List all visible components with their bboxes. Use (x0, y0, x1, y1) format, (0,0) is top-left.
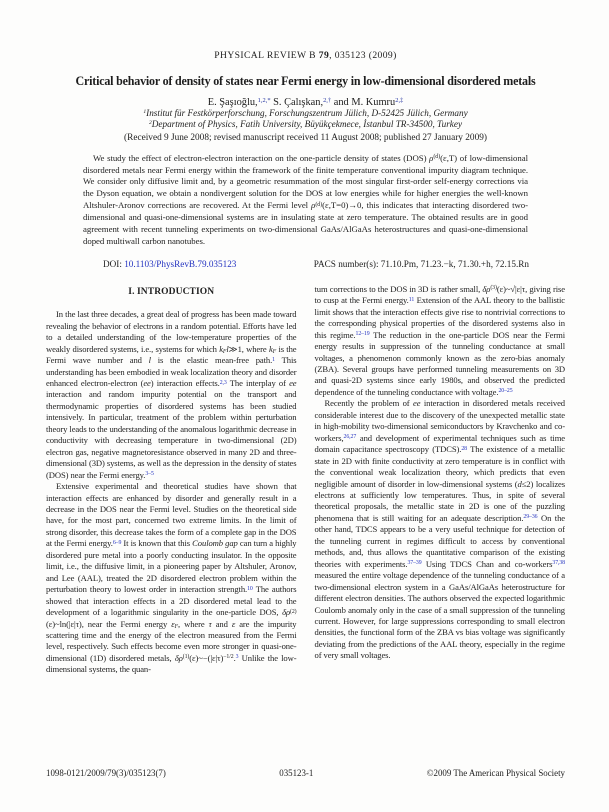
reference-link[interactable]: 2,3 (219, 379, 227, 386)
text-segment: (d) (315, 201, 323, 208)
text-segment: (2) (290, 608, 297, 615)
text-segment: ee (412, 398, 421, 409)
text-segment: can turn a highly disordered pure metal into a poorly conducting insulator. In the opposite limit, i.e., the diffusive limit, in a pioneering paper by Altshuler, Aronov, and Lee (AAL), treated the 2D disordered electron problem within the perturbation theory to lowest order in interaction strength. (46, 538, 297, 595)
text-segment: On the other hand, TDCS appears to be a very useful technique for detection of the tunneling current in regimes difficult to access by conventional methods, and, thus allows the quantitative comparison of the existing theories with experiments. (314, 512, 565, 569)
journal-header (46, 0, 565, 61)
text-segment: Recently the problem of (324, 398, 413, 409)
affiliation-marker: 2 (148, 120, 152, 127)
doi (103, 259, 236, 269)
text-segment: ) interaction effects. (150, 378, 220, 389)
reference-link[interactable]: 6–9 (112, 539, 122, 546)
text-segment: , 035123 (2009) (329, 50, 397, 61)
text-segment: (ε)~ln(|ε|τ), near the Fermi energy (46, 618, 172, 629)
text-segment: ee (289, 378, 297, 389)
text-segment: F (272, 348, 277, 355)
footer-copyright: ©2009 The American Physical Society (426, 768, 565, 778)
text-segment: We study the effect of electron-electron interaction on the one-particle density of states (DOS) (93, 152, 430, 163)
author-footnote-link[interactable]: 1,2,* (257, 97, 271, 105)
paragraph (46, 309, 297, 481)
author-line (46, 97, 565, 108)
text-segment: F (174, 623, 178, 630)
text-segment: Using TDCS Chan and co-workers (421, 558, 553, 569)
left-column (46, 284, 297, 728)
text-segment: F (222, 348, 227, 355)
text-segment: ≫1, where (228, 343, 269, 354)
text-segment: measured the entire voltage dependence of the tunneling conductance of a two-dimensional electron system in a GaAs/AlGaAs heterostructure for different electron densities. The authors observed the expected logarithmic Coulomb anomaly only in the case of a small suppression of the tunneling current. However, for large suppressions corresponding to small electron densities, the functional form of the ZBA vs bias voltage was significantly deviating from the predictions of the AAL theory, especially in the regime of very small voltages. (314, 570, 565, 661)
author-name: E. Şaşıoğlu, (207, 97, 258, 108)
doi-label: DOI: (103, 258, 122, 269)
abstract (83, 153, 528, 248)
affiliation-1 (46, 108, 565, 119)
text-segment: (d) (433, 154, 441, 161)
text-segment: δρ (282, 607, 290, 618)
text-segment: Unlike the low-dimensional systems, the quan- (46, 652, 297, 675)
reference-link[interactable]: 20–25 (498, 388, 513, 395)
text-segment: Extensive experimental and theoretical studies have shown that interaction effects are enhanced by disorder and generally result in a decrease in the DOS near the Fermi level. Studies on the theoretical side have, for the most part, concerned two extreme limits. In the limit of strong disorder, this decrease takes the form of a complete gap in the DOS at the Fermi energy. (46, 481, 297, 549)
text-segment: Coulomb gap (192, 538, 238, 549)
text-segment: This understanding has been embodied in weak localization theory and disorder enhanced electron-electron ( (46, 355, 297, 389)
text-segment: (3) (490, 285, 497, 292)
author-name: and M. Kumru (333, 97, 396, 108)
text-segment: , where (178, 618, 209, 629)
received-line: (Received 9 June 2008; revised manuscript received 11 August 2008; published 27 January 2009) (124, 132, 487, 143)
author (273, 97, 331, 108)
text-segment: τ (208, 618, 212, 629)
paper-title: Critical behavior of density of states near Fermi energy in low-dimensional disordered metals (75, 74, 536, 88)
affiliation-text: Institut für Festkörperforschung, Forschungszentrum Jülich, D-52425 Jülich, Germany (146, 108, 468, 118)
reference-link[interactable]: 3 (235, 654, 239, 661)
paragraph (46, 481, 297, 676)
text-segment: The authors showed that interaction effects in a 2D disordered metal lead to the development of a logarithmic singularity in the one-particle DOS, (46, 584, 297, 618)
author (334, 97, 404, 108)
text-segment: d (517, 478, 522, 489)
reference-link[interactable]: 1 (272, 356, 275, 363)
text-segment: are the impurity scattering time and the energy of the electron measured from the Fermi level, respectively. Such effects become even more stronger in quasi-one-dimensional (1D) disordered metals, (46, 618, 297, 663)
text-segment: interaction in disordered metals received considerable interest due to the discovery of the unexpected metallic state in high-mobility two-dimensional semiconductors by Kravchenko and co-workers, (314, 398, 565, 443)
text-segment: l (148, 355, 151, 366)
paragraph (315, 398, 566, 661)
text-segment: The reduction in the one-particle DOS near the Fermi energy results in suppression of the tunneling conductance at small voltages, a phenomenon commonly known as the zero-bias anomaly (ZBA). Several groups have performed tunneling measurements on 3D and quasi-2D systems since early 1980s, and observed the predicted dependence of the tunneling conductance with voltage. (314, 329, 565, 397)
text-segment: tum corrections to the DOS in 3D is rather small, (314, 283, 483, 294)
text-segment: interaction and random impurity potential on the transport and thermodynamic properties of disordered systems has been studied intensively. In particular, treatment of the problem within perturbation theory leads to the understanding of the anomalous logarithmic decrease in conductivity with decreasing temperature in two-dimensional (2D) electron gas, negative magnetoresistance observed in many 2D and three-dimensional (3D) systems, as well as the depression in the density of states (DOS) near the Fermi energy. (46, 389, 297, 480)
text-segment: (ε)~√|ε|τ, giving rise to cusp at the Fermi energy. (314, 283, 565, 306)
text-segment: ρ (429, 152, 434, 163)
author-footnote-link[interactable]: 2,‡ (395, 97, 404, 105)
paragraph (315, 284, 566, 399)
right-column (315, 284, 566, 728)
text-segment: (ε,T=0)→0, this indicates that interacting disordered two-dimensional and quasi-one-dimensional systems are in insulating state at zero temperature. The obtained results are in good agreement with recent tunneling experiments on two-dimensional GaAs/AlGaAs heterostructures and quasi-one-dimensional doped multiwall carbon nanotubes. (83, 200, 529, 246)
text-segment: −1/2 (223, 654, 234, 661)
reference-link[interactable]: 3–5 (145, 471, 154, 478)
text-segment: and development of experimental techniques such as time domain capacitance spectroscopy (TDCS). (314, 432, 565, 455)
footer-issn-code: 1098-0121/2009/79(3)/035123(7) (46, 768, 166, 778)
author (208, 97, 271, 108)
text-segment: is the elastic mean-free path. (150, 355, 273, 366)
reference-link[interactable]: 37–39 (407, 560, 422, 567)
text-segment: . (233, 652, 236, 663)
text-segment: δρ (482, 283, 491, 294)
text-segment: ≤2) localizes electrons at sufficiently low temperatures. Thus, in spite of several theoretical proposals, the metallic state in 2D is one of the puzzling phenomena that is still waiting for an adequate description. (314, 478, 565, 523)
reference-link[interactable]: 11 (408, 296, 415, 303)
page-footer (46, 768, 565, 778)
text-segment: k (219, 343, 223, 354)
affiliation-marker: 1 (143, 109, 147, 116)
text-segment: ε (231, 618, 236, 629)
text-segment: In the last three decades, a great deal of progress has been made toward revealing the behavior of electrons in a random potential. Efforts have led to a detailed understanding of the low-temperature properties of the weakly disordered systems, i.e., systems for which (46, 309, 297, 354)
text-segment: k (268, 343, 273, 354)
text-segment: (ε)~−(|ε|τ) (189, 652, 224, 663)
text-segment: Extension of the AAL theory to the ballistic limit shows that the interaction effects give rise to nontrivial corrections to the corresponding physical properties of the disordered systems also in this regime. (314, 295, 565, 340)
text-segment: δρ (174, 652, 183, 663)
text-segment: l (226, 343, 229, 354)
reference-link[interactable]: 28 (461, 445, 467, 452)
doi-pacs-line (103, 259, 529, 269)
body-columns (46, 284, 565, 728)
pacs-numbers: PACS number(s): 71.10.Pm, 71.23.−k, 71.30.+h, 72.15.Rn (313, 258, 529, 269)
doi-link[interactable]: 10.1103/PhysRevB.79.035123 (124, 258, 237, 269)
text-segment: The existence of a metallic state in 2D with finite conductivity at zero temperature is in conflict with the conventional weak localization theory, which predicts that even negligible amount of disorder in low-dimensional systems ( (314, 444, 565, 489)
affiliation-2 (46, 119, 565, 130)
text-segment: is the Fermi wave number and (46, 343, 297, 366)
text-segment: PHYSICAL REVIEW B (214, 50, 319, 61)
text-segment: ee (143, 378, 151, 389)
author-name: S. Çalışkan, (273, 97, 324, 108)
text-segment: and (211, 618, 232, 629)
affiliation-text: Department of Physics, Fatih University, Büyükçekmece, İstanbul TR-34500, Turkey (151, 118, 463, 129)
text-segment: ε (171, 618, 175, 629)
text-segment: (1) (182, 654, 190, 661)
reference-link[interactable]: 37,38 (552, 560, 565, 567)
footer-page-number: 035123-1 (279, 768, 314, 778)
section-heading-introduction: I. INTRODUCTION (128, 286, 215, 297)
text-segment: The interplay of (226, 378, 290, 389)
reference-link[interactable]: 10 (247, 585, 253, 592)
reference-link[interactable]: 12–19 (355, 331, 370, 338)
text-segment: (ε,T) of low-dimensional disordered metals near Fermi energy within the framework of the finite temperature conventional impurity diagram technique. We consider only diffusive limit and, by a geometric resummation of the most singular first-order self-energy corrections via the Dyson equation, we obtain a nondivergent solution for the DOS at low energies while for higher energies the well-known Altshuler-Aronov corrections are recovered. At the Fermi level (83, 152, 528, 211)
reference-link[interactable]: 26,27 (343, 434, 357, 441)
text-segment: ρ (311, 200, 316, 211)
text-segment: 79 (318, 50, 330, 61)
author-footnote-link[interactable]: 2,† (323, 97, 332, 105)
text-segment: It is known that this (121, 538, 193, 549)
reference-link[interactable]: 29–36 (523, 514, 538, 521)
